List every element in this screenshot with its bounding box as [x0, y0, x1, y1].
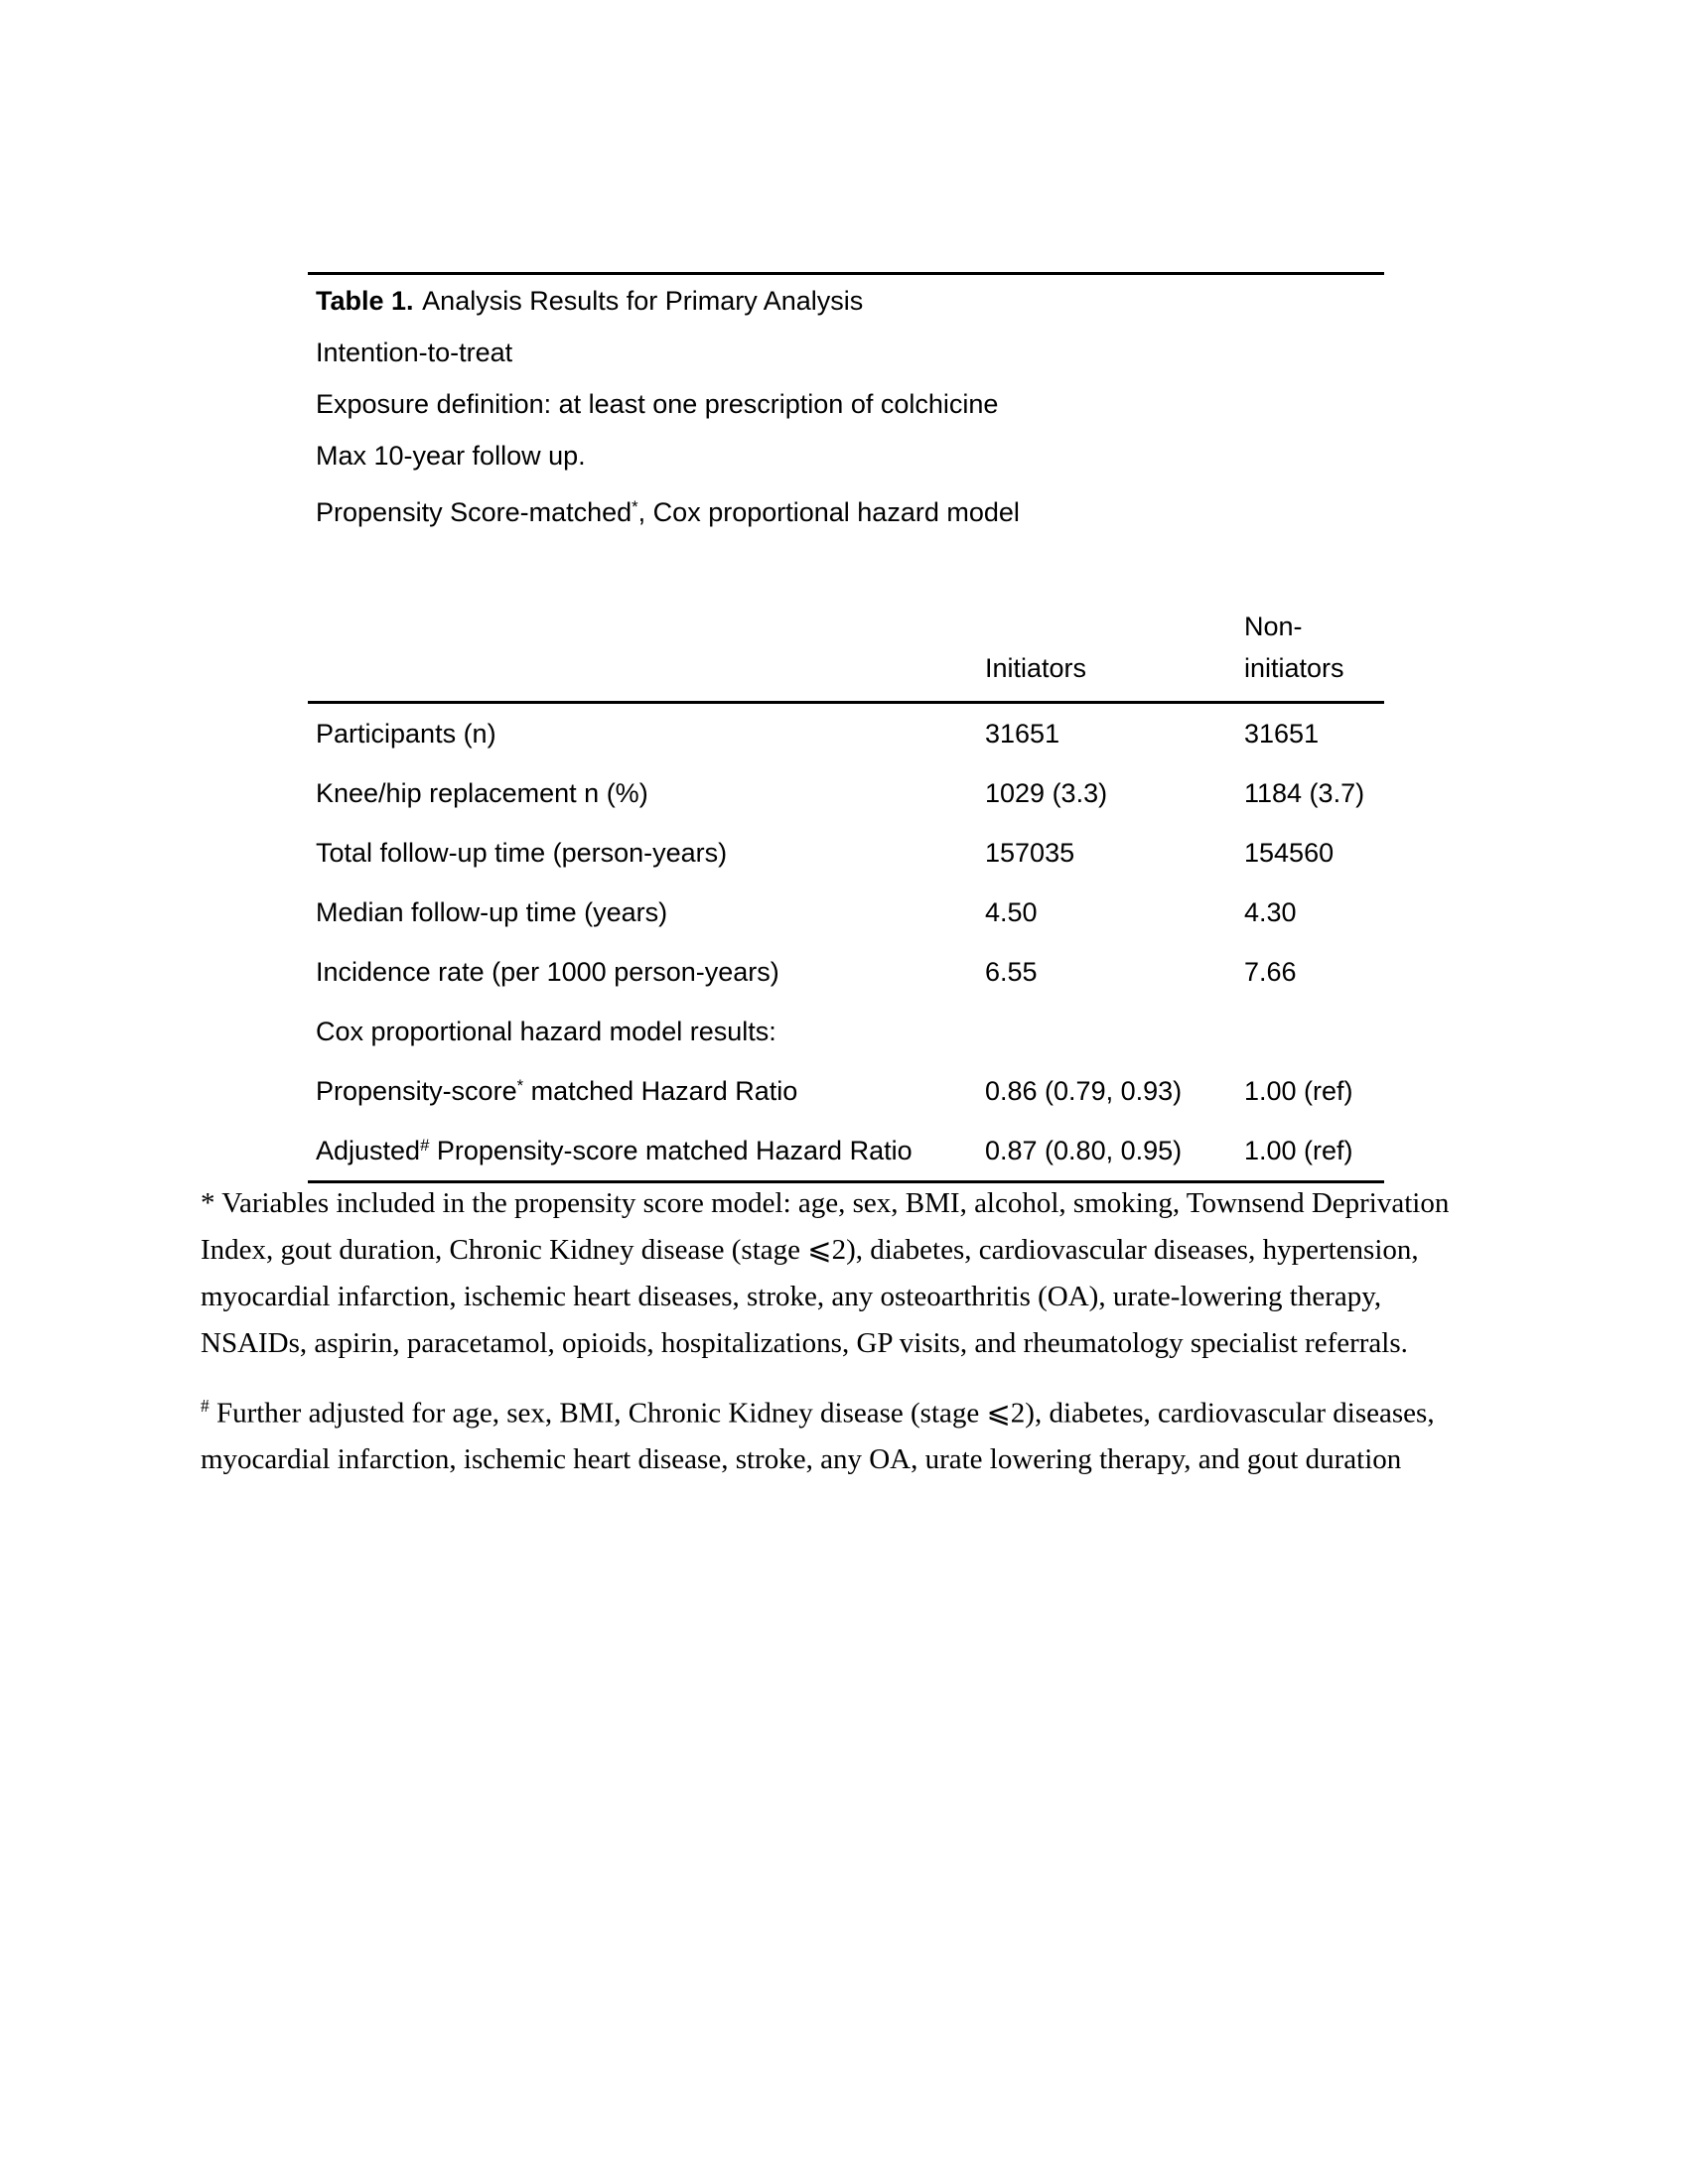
table-row-ps-hazard-ratio — [308, 1061, 1384, 1121]
table1-block — [308, 272, 1384, 1183]
caption-intention-line: Intention-to-treat — [316, 338, 513, 367]
footnote-further-adjustment-text: Further adjusted for age, sex, BMI, Chronic Kidney disease (stage ⩽2), diabetes, cardiovascular diseases, myocardial infarction, ischemic heart disease, stroke, any OA, urate lowering therapy, and gout duration — [201, 1397, 1435, 1476]
table-caption — [308, 275, 1384, 538]
row-label: Knee/hip replacement n (%) — [316, 777, 648, 808]
table-title: Analysis Results for Primary Analysis — [422, 286, 864, 316]
row-value-non-initiators: 31651 — [1244, 718, 1320, 749]
table-body — [308, 704, 1384, 1183]
row-label: Total follow-up time (person-years) — [316, 837, 728, 868]
table-number-label: Table 1. — [316, 286, 414, 316]
caption-model-line — [316, 481, 1384, 538]
header-initiators: Initiators — [985, 653, 1087, 684]
hash-superscript: # — [420, 1135, 430, 1155]
caption-model-suffix: , Cox proportional hazard model — [637, 497, 1020, 528]
row-value-non-initiators: 1184 (3.7) — [1244, 777, 1365, 808]
table-row-replacement — [308, 763, 1384, 823]
footnote-propensity-variables: * Variables included in the propensity score model: age, sex, BMI, alcohol, smoking, Townsend Deprivation Index, gout duration, Chronic Kidney disease (stage ⩽2), diabetes, cardiovascular diseases, hypertension, myocardial infarction, ischemic heart diseases, stroke, any osteoarthritis (OA), urate-lowering therapy, NSAIDs, aspirin, paracetamol, opioids, hospitalizations, GP visits, and rheumatology specialist referrals. — [201, 1187, 1450, 1359]
asterisk-superscript: * — [632, 497, 638, 516]
header-non-initiators: Non-initiators — [1244, 612, 1344, 684]
row-value-non-initiators: 1.00 (ref) — [1244, 1075, 1353, 1106]
row-value-initiators: 6.55 — [985, 956, 1038, 987]
table-row-participants — [308, 704, 1384, 763]
row-label: Median follow-up time (years) — [316, 896, 668, 927]
table-row-total-followup — [308, 823, 1384, 883]
row-value-initiators: 157035 — [985, 837, 1075, 868]
row-label-suffix: Propensity-score matched Hazard Ratio — [429, 1135, 913, 1165]
row-label-suffix: matched Hazard Ratio — [523, 1075, 798, 1106]
table-row-incidence-rate — [308, 942, 1384, 1002]
hash-superscript: # — [201, 1396, 210, 1416]
table-header-row — [308, 538, 1384, 704]
row-value-non-initiators: 154560 — [1244, 837, 1335, 868]
caption-title-line — [316, 275, 1384, 327]
asterisk-superscript: * — [516, 1075, 524, 1095]
footnote-further-adjustment — [201, 1383, 1483, 1483]
caption-model-prefix: Propensity Score-matched — [316, 497, 633, 528]
row-label: Participants (n) — [316, 718, 496, 749]
table-footnotes — [201, 1180, 1483, 1483]
row-label-prefix: Adjusted — [316, 1135, 421, 1165]
table-row-cox-section — [308, 1002, 1384, 1061]
row-section-label: Cox proportional hazard model results: — [316, 1016, 776, 1046]
table-row-median-followup — [308, 883, 1384, 942]
row-label — [308, 1136, 985, 1166]
row-value-initiators: 4.50 — [985, 896, 1038, 927]
row-value-non-initiators: 1.00 (ref) — [1244, 1135, 1353, 1165]
caption-exposure-line: Exposure definition: at least one prescription of colchicine — [316, 389, 999, 419]
table-row-adjusted-hazard-ratio — [308, 1121, 1384, 1180]
row-value-initiators: 0.87 (0.80, 0.95) — [985, 1135, 1183, 1165]
row-value-initiators: 1029 (3.3) — [985, 777, 1108, 808]
row-value-non-initiators: 4.30 — [1244, 896, 1297, 927]
row-value-non-initiators: 7.66 — [1244, 956, 1297, 987]
row-value-initiators: 31651 — [985, 718, 1060, 749]
row-label: Incidence rate (per 1000 person-years) — [316, 956, 779, 987]
row-label-prefix: Propensity-score — [316, 1075, 517, 1106]
row-label — [308, 1076, 985, 1107]
row-value-initiators: 0.86 (0.79, 0.93) — [985, 1075, 1183, 1106]
caption-followup-line: Max 10-year follow up. — [316, 441, 586, 471]
